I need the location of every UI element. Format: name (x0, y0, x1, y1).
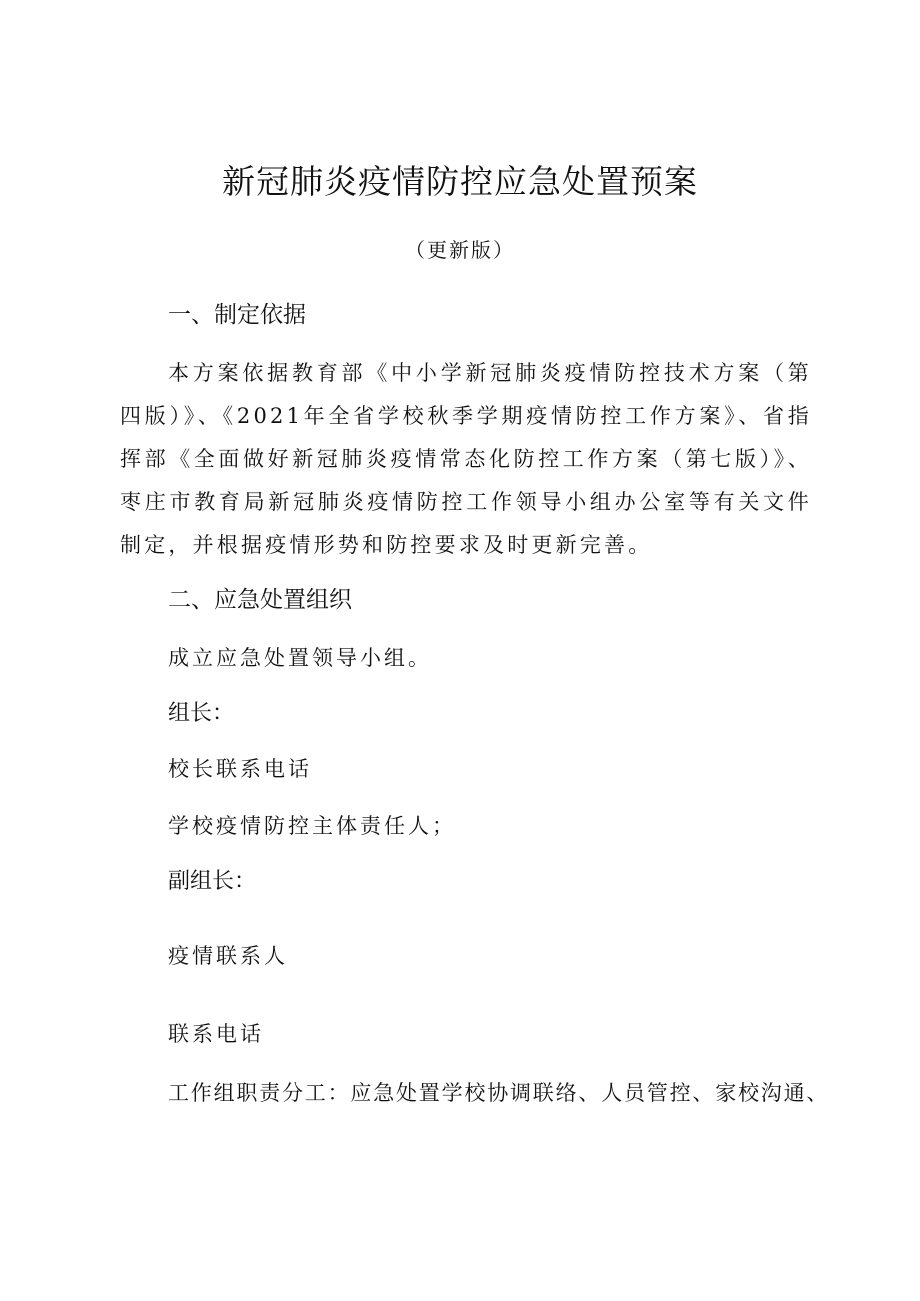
duties-line: 工作组职责分工：应急处置学校协调联络、人员管控、家校沟通、 (168, 1081, 830, 1105)
leader-responsibility-line: 学校疫情防控主体责任人； (168, 814, 456, 838)
deputy-contact-person-line: 疫情联系人 (168, 944, 288, 968)
section-heading-organization: 二、应急处置组织 (168, 587, 352, 613)
document-title: 新冠肺炎疫情防控应急处置预案 (222, 162, 698, 201)
leader-contact-line: 校长联系电话 (168, 757, 312, 781)
organization-intro: 成立应急处置领导小组。 (168, 646, 432, 670)
deputy-leader-label: 副组长： (168, 869, 257, 894)
basis-paragraph: 本方案依据教育部《中小学新冠肺炎疫情防控技术方案（第四版）》、《2021年全省学校秋季学期疫情防控工作方案》、省指挥部《全面做好新冠肺炎疫情常态化防控工作方案（第七版）》、枣庄市教育局新冠肺炎疫情防控工作领导小组办公室等有关文件制定，并根据疫情形势和防控要求及时更新完善。 (120, 361, 812, 557)
document-subtitle: （更新版） (405, 238, 515, 262)
section-heading-basis: 一、制定依据 (168, 302, 306, 328)
leader-label: 组长： (168, 701, 235, 726)
deputy-phone-line: 联系电话 (168, 1022, 264, 1046)
